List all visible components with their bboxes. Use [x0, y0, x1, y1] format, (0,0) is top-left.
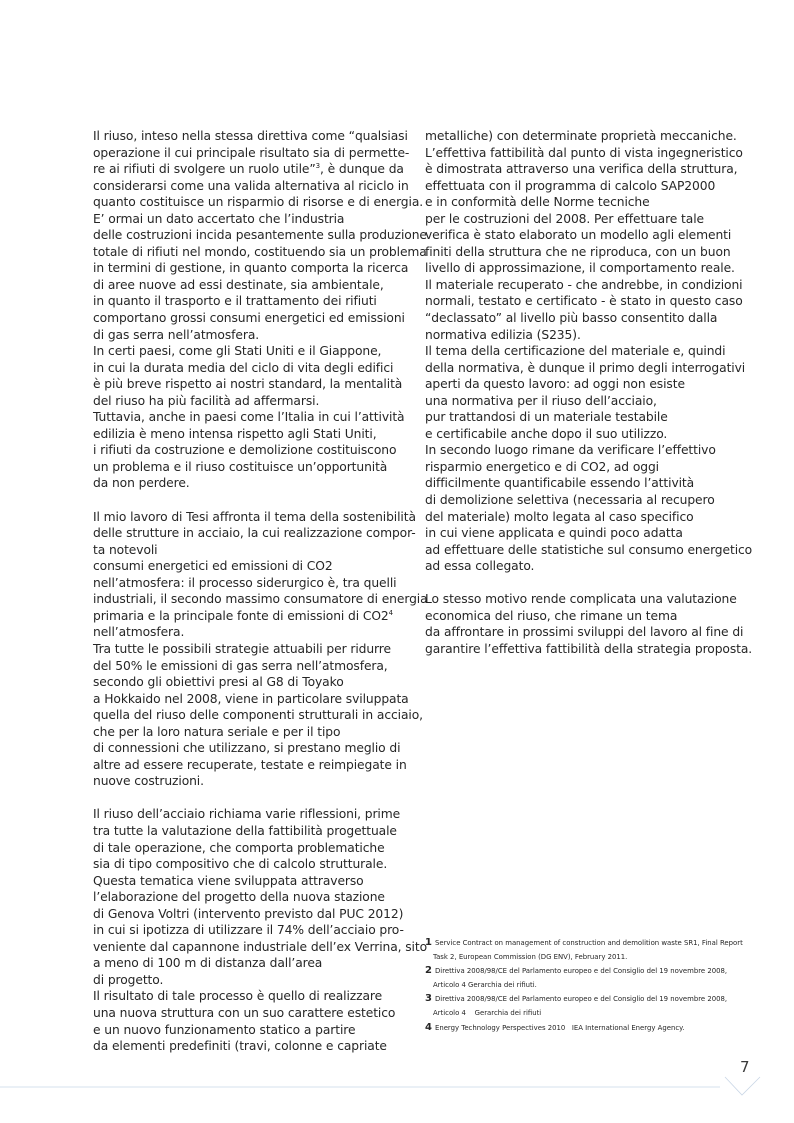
- text-line: [93, 426, 405, 443]
- text-line: [93, 972, 405, 989]
- footnote-line: [425, 964, 728, 978]
- text-line: [93, 806, 405, 823]
- text-line: [93, 757, 405, 774]
- page-number: 7: [740, 1058, 750, 1076]
- text-line: [93, 740, 405, 757]
- text-line-content: Tuttavia, anche in paesi come l’Italia in cui l’attività: [93, 410, 405, 425]
- text-line: della normativa, è dunque il primo degli interrogativi: [425, 360, 746, 375]
- text-line-content: a meno di 100 m di distanza dall’area: [93, 956, 323, 971]
- text-line: [93, 343, 405, 360]
- text-line: “declassato” al livello più basso consentito dalla: [425, 311, 718, 326]
- text-line: effettuata con il programma di calcolo SAP2000: [425, 178, 716, 193]
- text-line-content: ta notevoli: [93, 542, 158, 557]
- text-line-content: veniente dal capannone industriale dell’ex Verrina, sito: [93, 939, 428, 954]
- text-line: di demolizione selettiva (necessaria al recupero: [425, 493, 715, 508]
- text-line: risparmio energetico e di CO2, ad oggi: [425, 459, 659, 474]
- text-line: [93, 1005, 405, 1022]
- text-line-content: in termini di gestione, in quanto comporta la ricerca: [93, 261, 409, 276]
- text-line: [93, 277, 405, 294]
- text-line: [93, 293, 405, 310]
- text-line-content: operazione il cui principale risultato sia di permette-: [93, 145, 410, 160]
- text-line-content: Tra tutte le possibili strategie attuabili per ridurre: [93, 641, 391, 656]
- text-line: [93, 707, 423, 724]
- text-line: [93, 128, 408, 145]
- text-line-content: sia di tipo compositivo che di calcolo strutturale.: [93, 857, 388, 872]
- footnote-line: [425, 950, 725, 964]
- text-line: [93, 773, 405, 790]
- text-line: [93, 178, 409, 195]
- text-line: L’effettiva fattibilità dal punto di vista ingegneristico: [425, 145, 743, 160]
- text-line: In secondo luogo rimane da verificare l’effettivo: [425, 443, 716, 458]
- text-line: [93, 509, 416, 526]
- text-line-content: da elementi predefiniti (travi, colonne e capriate: [93, 1039, 387, 1054]
- text-line-content: in cui si ipotizza di utilizzare il 74% dell’acciaio pro-: [93, 923, 404, 938]
- text-line: livello di approssimazione, il comportamento reale.: [425, 261, 735, 276]
- text-line: [93, 889, 405, 906]
- text-line-content: nell’atmosfera: il processo siderurgico è, tra quelli: [93, 575, 397, 590]
- text-line-content: delle strutture in acciaio, la cui realizzazione compor-: [93, 526, 416, 541]
- text-line-content: comportano grossi consumi energetici ed emissioni: [93, 311, 405, 326]
- text-line: [93, 194, 424, 211]
- text-line: aperti da questo lavoro: ad oggi non esiste: [425, 377, 685, 392]
- text-line-content: considerarsi come una valida alternativa al riciclo in: [93, 178, 409, 193]
- footnote-number: 1: [425, 937, 432, 948]
- footnote-text: Service Contract on management of construction and demolition waste SR1, Final Report: [434, 939, 743, 947]
- footnote-text: Task 2, European Commission (DG ENV), February 2011.: [433, 953, 628, 962]
- text-line: ad essa collegato.: [425, 559, 535, 574]
- text-line: da affrontare in prossimi sviluppi del lavoro al fine di: [425, 625, 744, 640]
- text-line-content: Questa tematica viene sviluppata attraverso: [93, 873, 364, 888]
- text-line-content: quanto costituisce un risparmio di risorse e di energia.: [93, 195, 424, 210]
- text-line: [93, 906, 405, 923]
- text-line: [93, 591, 428, 608]
- footnote-text: Articolo 4 Gerarchia dei rifiuti.: [433, 981, 537, 990]
- text-line: [93, 674, 405, 691]
- text-line-content: e un nuovo funzionamento statico a partire: [93, 1022, 356, 1037]
- footnote-line: [425, 978, 725, 992]
- text-line: [93, 227, 427, 244]
- text-line: Il materiale recuperato - che andrebbe, in condizioni: [425, 277, 743, 292]
- text-line: [93, 542, 405, 559]
- text-line-content: totale di rifiuti nel mondo, costituendo sia un problema: [93, 244, 427, 259]
- text-line-content: una nuova struttura con un suo carattere estetico: [93, 1005, 396, 1020]
- text-line-content: nell’atmosfera.: [93, 625, 185, 640]
- text-line: in cui viene applicata e quindi poco adatta: [425, 526, 683, 541]
- text-line-content: di Genova Voltri (intervento previsto dal PUC 2012): [93, 906, 404, 921]
- footnotes: [425, 936, 743, 1035]
- text-line: [93, 475, 405, 492]
- text-line: [93, 608, 405, 625]
- footnote-line: [425, 1006, 725, 1020]
- footnote-line: [425, 936, 743, 950]
- text-line-content: di progetto.: [93, 972, 164, 987]
- text-line: difficilmente quantificabile essendo l’attività: [425, 476, 695, 491]
- text-line-content: tra tutte la valutazione della fattibilità progettuale: [93, 823, 397, 838]
- text-line: verifica è stato elaborato un modello agli elementi: [425, 228, 732, 243]
- text-line: ad effettuare delle statistiche sul consumo energetico: [425, 542, 753, 557]
- text-line: [93, 360, 405, 377]
- text-line: del materiale) molto legata al caso specifico: [425, 509, 694, 524]
- paragraph-gap: [425, 575, 725, 592]
- text-line: finiti della struttura che ne riproduca, con un buon: [425, 244, 731, 259]
- text-line-content: a Hokkaido nel 2008, viene in particolare sviluppata: [93, 691, 409, 706]
- text-line: [93, 409, 405, 426]
- text-line: [93, 558, 405, 575]
- footnote-text: Direttiva 2008/98/CE del Parlamento europeo e del Consiglio del 19 novembre 2008,: [434, 995, 728, 1004]
- text-line-content: E’ ormai un dato accertato che l’industria: [93, 211, 345, 226]
- text-line: pur trattandosi di un materiale testabile: [425, 410, 668, 425]
- right-text-column: [425, 128, 753, 658]
- text-line-content: i rifiuti da costruzione e demolizione costituiscono: [93, 443, 397, 458]
- text-line-content: quella del riuso delle componenti strutturali in acciaio,: [93, 708, 423, 723]
- text-line: e in conformità delle Norme tecniche: [425, 195, 650, 210]
- text-line: per le costruzioni del 2008. Per effettuare tale: [425, 211, 704, 226]
- text-line: [93, 1038, 405, 1055]
- text-line-content: Il mio lavoro di Tesi affronta il tema della sostenibilità: [93, 509, 416, 524]
- footnote-text: Energy Technology Perspectives 2010 IEA International Energy Agency.: [434, 1023, 685, 1032]
- footnote-number: 4: [425, 1021, 432, 1033]
- text-line: [93, 624, 405, 641]
- text-line: [93, 724, 405, 741]
- text-line: [93, 459, 405, 476]
- text-line-content: In certi paesi, come gli Stati Uniti e il Giappone,: [93, 344, 382, 359]
- text-line: [93, 856, 405, 873]
- footnote-number: 2: [425, 965, 432, 977]
- text-line: [93, 955, 405, 972]
- footnote-ref: 3: [315, 162, 321, 171]
- footnote-ref: 4: [388, 608, 394, 617]
- text-line: [93, 376, 405, 393]
- text-line-content: un problema e il riuso costituisce un’opportunità: [93, 459, 388, 474]
- text-line: Lo stesso motivo rende complicata una valutazione: [425, 592, 737, 607]
- text-line: [93, 840, 405, 857]
- text-line: [93, 525, 416, 542]
- footnote-number: 3: [425, 993, 432, 1005]
- footnote-text: Direttiva 2008/98/CE del Parlamento europeo e del Consiglio del 19 novembre 2008,: [434, 967, 728, 976]
- text-line: normali, testato e certificato - è stato in questo caso: [425, 294, 743, 309]
- text-line-content: consumi energetici ed emissioni di CO2: [93, 559, 333, 574]
- text-line-content: delle costruzioni incida pesantemente sulla produzione: [93, 228, 427, 243]
- text-line-content: di aree nuove ad essi destinate, sia ambientale,: [93, 277, 384, 292]
- text-line: [93, 873, 405, 890]
- text-line-content: industriali, il secondo massimo consumatore di energia: [93, 592, 428, 607]
- text-line-content: in quanto il trasporto e il trattamento dei rifiuti: [93, 294, 377, 309]
- text-line: [93, 1022, 405, 1039]
- text-line: [93, 691, 409, 708]
- text-line-content: primaria e la principale fonte di emissioni di CO2: [93, 608, 389, 623]
- text-line: metalliche) con determinate proprietà meccaniche.: [425, 129, 737, 143]
- footnote-line: [425, 1021, 725, 1035]
- text-line-content: re ai rifiuti di svolgere un ruolo utile”: [93, 162, 316, 177]
- footnote-text: Articolo 4 Gerarchia dei rifiuti: [433, 1009, 542, 1018]
- text-line: [93, 211, 405, 228]
- text-line: [93, 145, 410, 162]
- text-line-tail: , è dunque da: [320, 162, 404, 177]
- text-line-content: di gas serra nell’atmosfera.: [93, 327, 260, 342]
- text-line-content: l’elaborazione del progetto della nuova stazione: [93, 890, 385, 905]
- footer-decoration: [0, 1060, 794, 1120]
- text-line: è dimostrata attraverso una verifica della struttura,: [425, 162, 738, 177]
- text-line: [93, 327, 405, 344]
- text-line-content: Il riuso, inteso nella stessa direttiva come “qualsiasi: [93, 129, 408, 143]
- text-line: [93, 823, 405, 840]
- text-line: [93, 161, 405, 178]
- text-line: [93, 988, 405, 1005]
- text-line: [93, 658, 405, 675]
- text-line-content: che per la loro natura seriale e per il tipo: [93, 724, 341, 739]
- text-line-content: in cui la durata media del ciclo di vita degli edifici: [93, 360, 394, 375]
- text-line: normativa edilizia (S235).: [425, 327, 581, 342]
- text-line: [93, 393, 405, 410]
- text-line: [93, 442, 405, 459]
- text-line-content: di tale operazione, che comporta problematiche: [93, 840, 385, 855]
- text-line: [93, 310, 405, 327]
- text-line-content: Il riuso dell’acciaio richiama varie riflessioni, prime: [93, 807, 401, 822]
- text-line-content: di connessioni che utilizzano, si prestano meglio di: [93, 741, 401, 756]
- text-line: [93, 939, 428, 956]
- paragraph-gap: [93, 492, 405, 509]
- text-line-content: secondo gli obiettivi presi al G8 di Toyako: [93, 675, 344, 690]
- text-line-content: da non perdere.: [93, 476, 190, 491]
- text-line: garantire l’effettiva fattibilità della strategia proposta.: [425, 641, 753, 656]
- text-line-content: del riuso ha più facilità ad affermarsi.: [93, 393, 320, 408]
- text-line-content: del 50% le emissioni di gas serra nell’atmosfera,: [93, 658, 388, 673]
- text-line-content: nuove costruzioni.: [93, 774, 204, 789]
- text-line: [93, 575, 405, 592]
- text-line: una normativa per il riuso dell’acciaio,: [425, 393, 657, 408]
- text-line: [93, 922, 405, 939]
- text-line: [93, 244, 427, 261]
- text-line: [93, 641, 405, 658]
- text-line: Il tema della certificazione del materiale e, quindi: [425, 344, 726, 359]
- text-line-content: edilizia è meno intensa rispetto agli Stati Uniti,: [93, 426, 377, 441]
- text-line: economica del riuso, che rimane un tema: [425, 608, 678, 623]
- text-line: e certificabile anche dopo il suo utilizzo.: [425, 426, 668, 441]
- text-line: [93, 260, 409, 277]
- footnote-line: [425, 992, 728, 1006]
- chevron-down-icon: [725, 1077, 760, 1095]
- text-line-content: è più breve rispetto ai nostri standard, la mentalità: [93, 377, 403, 392]
- text-line-content: altre ad essere recuperate, testate e reimpiegate in: [93, 757, 407, 772]
- left-text-column: [93, 128, 428, 1055]
- text-line-content: Il risultato di tale processo è quello di realizzare: [93, 989, 383, 1004]
- paragraph-gap: [93, 790, 405, 807]
